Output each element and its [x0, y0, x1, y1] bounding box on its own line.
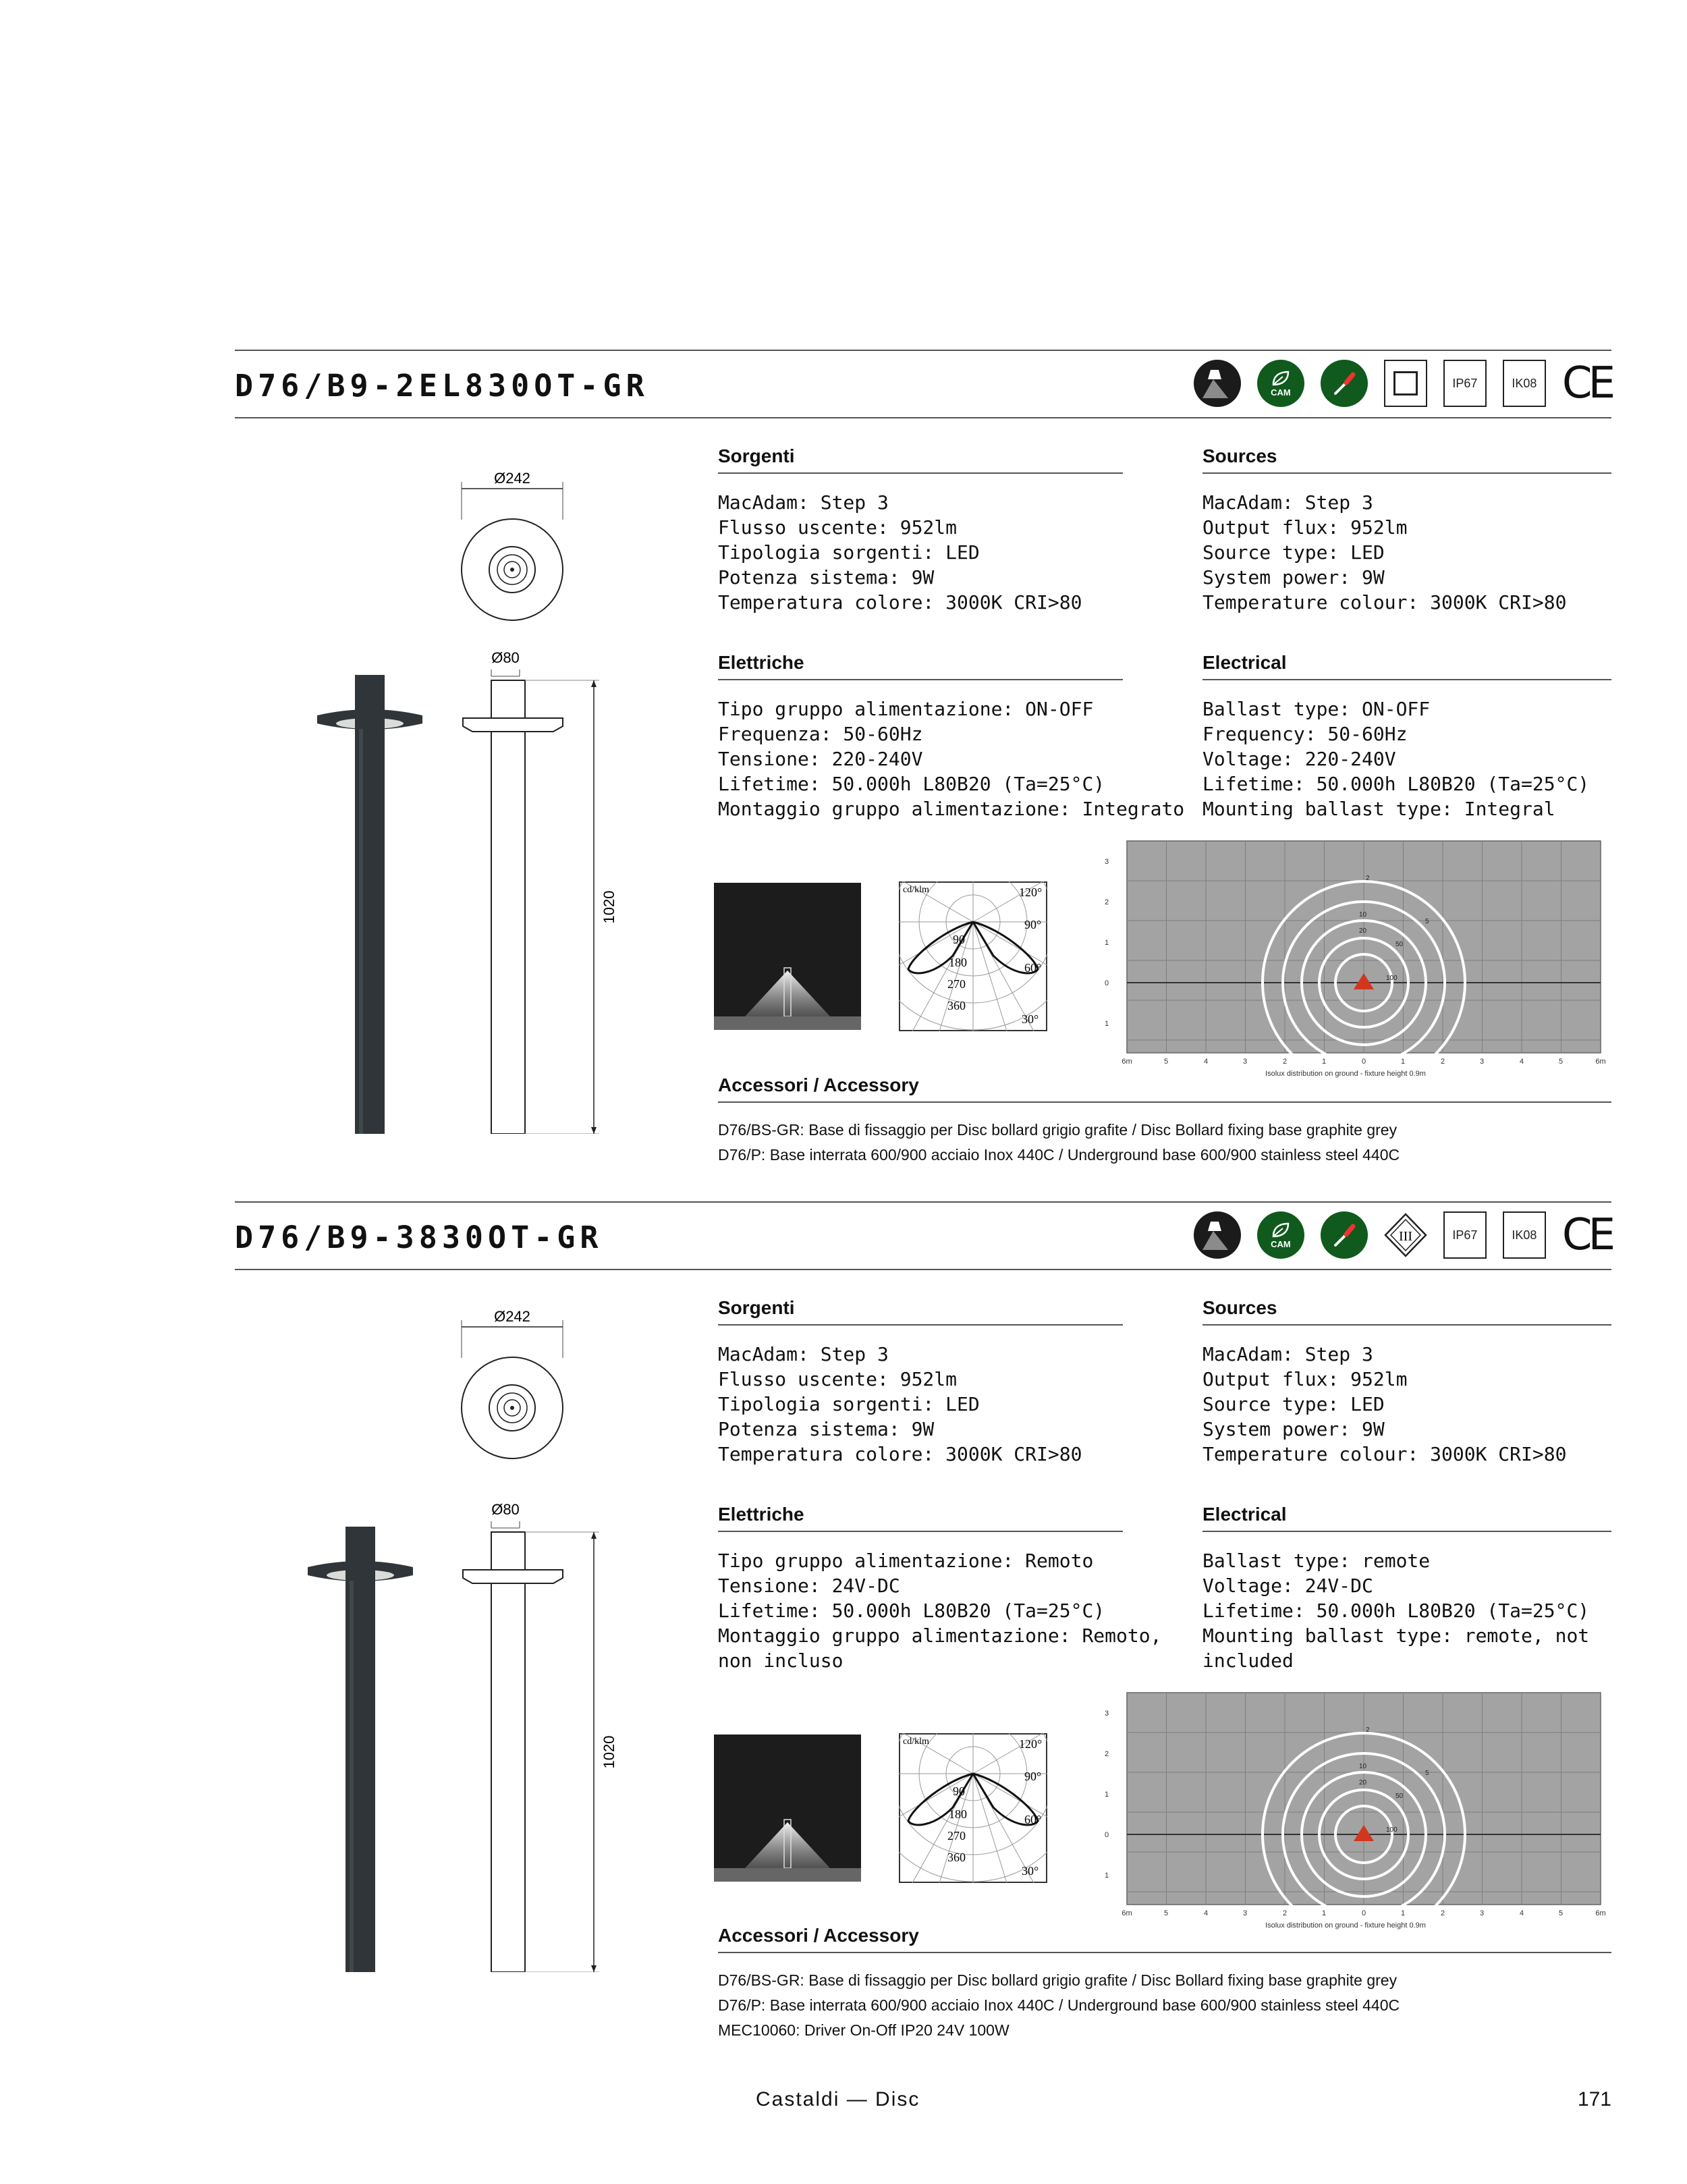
sources-heading: Sources — [1202, 445, 1611, 474]
y-tick: 3 — [1104, 1710, 1109, 1718]
spec-line: Temperatura colore: 3000K CRI>80 — [718, 591, 1082, 613]
spec-line: Lifetime: 50.000h L80B20 (Ta=25°C) — [1202, 1600, 1590, 1622]
polar-unit: cd/klm — [903, 885, 929, 895]
spec-line: Flusso uscente: 952lm — [718, 516, 958, 539]
polar-value: 270 — [947, 1829, 966, 1842]
screwdriver-icon — [1321, 360, 1368, 407]
spec-line: Lifetime: 50.000h L80B20 (Ta=25°C) — [718, 773, 1105, 795]
spec-line: Output flux: 952lm — [1202, 516, 1408, 539]
ip67-badge: IP67 — [1443, 360, 1487, 407]
spec-line: Flusso uscente: 952lm — [718, 1368, 958, 1390]
cam-leaf-icon — [1257, 360, 1304, 407]
lamp-beam-icon — [1194, 360, 1241, 407]
isolux-contour: 10 — [1359, 911, 1367, 919]
x-tick: 5 — [1558, 1909, 1564, 1917]
isolux-caption: Isolux distribution on ground - fixture height 0.9m — [1265, 1070, 1426, 1078]
isolux-contour: 50 — [1395, 941, 1404, 948]
ce-mark: CE — [1561, 358, 1611, 408]
x-tick: 4 — [1203, 1909, 1209, 1917]
beam-photo — [714, 883, 861, 1030]
x-tick: 6m — [1595, 1058, 1606, 1066]
isolux-contour: 100 — [1386, 975, 1398, 982]
screwdriver-icon — [1321, 1211, 1368, 1259]
ce-mark: CE — [1561, 1210, 1611, 1260]
spec-line: System power: 9W — [1202, 1418, 1385, 1440]
isolux-contour: 20 — [1359, 927, 1367, 935]
spec-line: Ballast type: remote — [1202, 1550, 1431, 1572]
y-tick: 1 — [1104, 939, 1109, 947]
polar-angle: 60° — [1024, 1813, 1042, 1826]
accessories-section — [718, 1074, 1611, 1168]
polar-value: 270 — [947, 977, 966, 991]
class-ii-icon — [1384, 360, 1427, 407]
technical-drawing — [297, 1297, 648, 1972]
cert-icons — [1194, 360, 1611, 407]
spec-line: MacAdam: Step 3 — [718, 1343, 889, 1365]
y-tick: 1 — [1104, 1791, 1109, 1799]
accessory-line: D76/P: Base interrata 600/900 acciaio Inox 440C / Underground base 600/900 stainless steel 440C — [718, 1996, 1400, 2014]
polar-angle: 30° — [1022, 1864, 1039, 1878]
spec-line: non incluso — [718, 1649, 844, 1672]
polar-value: 360 — [947, 1851, 966, 1864]
isolux-contour: 2 — [1366, 875, 1370, 882]
x-tick: 1 — [1400, 1909, 1406, 1917]
polar-angle: 90° — [1024, 1770, 1042, 1783]
accessory-line: MEC10060: Driver On-Off IP20 24V 100W — [718, 2021, 1010, 2039]
x-tick: 1 — [1321, 1909, 1327, 1917]
x-tick: 4 — [1519, 1058, 1524, 1066]
top-diameter-label: Ø242 — [494, 470, 530, 487]
spec-line: Montaggio gruppo alimentazione: Integrato — [718, 798, 1185, 820]
sorgenti-heading: Sorgenti — [718, 1297, 1123, 1326]
spec-line: MacAdam: Step 3 — [718, 491, 889, 514]
isolux-contour: 5 — [1425, 1770, 1429, 1777]
spec-line: Ballast type: ON-OFF — [1202, 698, 1431, 720]
cert-icons — [1194, 1211, 1611, 1259]
electrical-heading: Electrical — [1202, 652, 1611, 680]
page-number: 171 — [1577, 2088, 1611, 2110]
x-tick: 5 — [1163, 1058, 1169, 1066]
lamp-beam-icon — [1194, 1211, 1241, 1259]
spec-line: Temperature colour: 3000K CRI>80 — [1202, 1443, 1567, 1465]
top-rule — [235, 350, 1611, 351]
x-tick: 3 — [1242, 1909, 1248, 1917]
isolux-caption: Isolux distribution on ground - fixture height 0.9m — [1265, 1921, 1426, 1930]
sorgenti-heading: Sorgenti — [718, 445, 1123, 474]
spec-line: Potenza sistema: 9W — [718, 566, 935, 589]
x-tick: 1 — [1400, 1058, 1406, 1066]
sorgenti-section — [718, 1297, 1123, 1467]
elettriche-section — [718, 652, 1185, 821]
polar-angle: 30° — [1022, 1012, 1039, 1026]
electrical-section — [1202, 652, 1611, 821]
polar-value: 90 — [953, 933, 965, 946]
shaft-diameter-label: Ø80 — [491, 1501, 520, 1518]
spec-line: Frequency: 50-60Hz — [1202, 723, 1408, 745]
y-tick: 2 — [1104, 898, 1109, 906]
ik08-badge: IK08 — [1503, 360, 1546, 407]
accessories-section — [718, 1925, 1611, 2043]
ik08-badge: IK08 — [1503, 1211, 1546, 1259]
y-tick: 0 — [1104, 1831, 1109, 1839]
spec-line: System power: 9W — [1202, 566, 1385, 589]
beam-photo — [714, 1735, 861, 1882]
title-rule — [235, 1269, 1611, 1270]
spec-line: Tipologia sorgenti: LED — [718, 541, 980, 564]
spec-line: Lifetime: 50.000h L80B20 (Ta=25°C) — [1202, 773, 1590, 795]
x-tick: 5 — [1163, 1909, 1169, 1917]
y-tick: 1 — [1104, 1872, 1109, 1880]
spec-line: MacAdam: Step 3 — [1202, 1343, 1373, 1365]
electrical-section — [1202, 1504, 1611, 1673]
electrical-heading: Electrical — [1202, 1504, 1611, 1532]
polar-value: 90 — [953, 1784, 965, 1798]
spec-line: Mounting ballast type: Integral — [1202, 798, 1555, 820]
spec-line: Tensione: 24V-DC — [718, 1575, 900, 1597]
x-tick: 6m — [1595, 1909, 1606, 1917]
spec-line: Tipologia sorgenti: LED — [718, 1393, 980, 1415]
elettriche-heading: Elettriche — [718, 1504, 1123, 1532]
accessories-heading: Accessori / Accessory — [718, 1074, 1611, 1103]
x-tick: 0 — [1361, 1909, 1366, 1917]
spec-line: Temperatura colore: 3000K CRI>80 — [718, 1443, 1082, 1465]
polar-value: 180 — [949, 1807, 967, 1821]
polar-diagram — [899, 881, 1047, 1031]
polar-angle: 60° — [1024, 961, 1042, 975]
x-tick: 0 — [1361, 1058, 1366, 1066]
cam-leaf-icon — [1257, 1211, 1304, 1259]
spec-line: Tensione: 220-240V — [718, 748, 923, 770]
ip67-badge: IP67 — [1443, 1211, 1487, 1259]
sorgenti-section — [718, 445, 1123, 615]
x-tick: 2 — [1440, 1909, 1445, 1917]
spec-line: Voltage: 220-240V — [1202, 748, 1396, 770]
x-tick: 3 — [1242, 1058, 1248, 1066]
elettriche-section — [718, 1504, 1162, 1673]
x-tick: 6m — [1122, 1058, 1132, 1066]
polar-unit: cd/klm — [903, 1737, 929, 1747]
isolux-contour: 50 — [1395, 1793, 1404, 1800]
x-tick: 4 — [1203, 1058, 1209, 1066]
sources-heading: Sources — [1202, 1297, 1611, 1326]
spec-line: Source type: LED — [1202, 1393, 1385, 1415]
spec-line: Output flux: 952lm — [1202, 1368, 1408, 1390]
x-tick: 1 — [1321, 1058, 1327, 1066]
height-label: 1020 — [601, 890, 617, 924]
top-rule — [235, 1201, 1611, 1203]
isolux-contour: 5 — [1425, 918, 1429, 925]
product-code: D76/B9-2EL830OT-GR — [235, 368, 649, 404]
x-tick: 2 — [1440, 1058, 1445, 1066]
footer-title: Castaldi — Disc — [756, 2088, 920, 2110]
spec-line: Potenza sistema: 9W — [718, 1418, 935, 1440]
y-tick: 0 — [1104, 979, 1109, 987]
isolux-contour: 10 — [1359, 1763, 1367, 1770]
spec-line: Temperature colour: 3000K CRI>80 — [1202, 591, 1567, 613]
accessories-heading: Accessori / Accessory — [718, 1925, 1611, 1953]
polar-angle: 120° — [1019, 885, 1043, 899]
isolux-contour: 100 — [1386, 1826, 1398, 1834]
x-tick: 2 — [1282, 1058, 1288, 1066]
spec-line: included — [1202, 1649, 1294, 1672]
height-label: 1020 — [601, 1735, 617, 1769]
y-tick: 1 — [1104, 1020, 1109, 1028]
x-tick: 5 — [1558, 1058, 1564, 1066]
accessory-line: D76/BS-GR: Base di fissaggio per Disc bollard grigio grafite / Disc Bollard fixing base graphite grey — [718, 1971, 1398, 1989]
spec-line: Frequenza: 50-60Hz — [718, 723, 923, 745]
spec-line: Tipo gruppo alimentazione: ON-OFF — [718, 698, 1094, 720]
x-tick: 3 — [1479, 1909, 1485, 1917]
isolux-diagram — [1089, 1689, 1629, 1932]
shaft-diameter-label: Ø80 — [491, 649, 520, 666]
x-tick: 3 — [1479, 1058, 1485, 1066]
class-iii-icon — [1384, 1211, 1427, 1259]
spec-line: Mounting ballast type: remote, not — [1202, 1625, 1590, 1647]
y-tick: 2 — [1104, 1750, 1109, 1758]
accessory-line: D76/P: Base interrata 600/900 acciaio Inox 440C / Underground base 600/900 stainless steel 440C — [718, 1146, 1400, 1164]
cam-label: CAM — [1271, 1238, 1291, 1249]
isolux-contour: 20 — [1359, 1779, 1367, 1786]
isolux-contour: 2 — [1366, 1726, 1370, 1734]
spec-line: Source type: LED — [1202, 541, 1385, 564]
top-diameter-label: Ø242 — [494, 1308, 530, 1325]
polar-angle: 120° — [1019, 1737, 1043, 1751]
class-iii-label: III — [1398, 1229, 1412, 1244]
polar-value: 180 — [949, 956, 967, 969]
polar-angle: 90° — [1024, 918, 1042, 931]
cam-label: CAM — [1271, 387, 1291, 398]
spec-line: Lifetime: 50.000h L80B20 (Ta=25°C) — [718, 1600, 1105, 1622]
elettriche-heading: Elettriche — [718, 652, 1123, 680]
isolux-diagram — [1089, 837, 1629, 1080]
product-code: D76/B9-3830OT-GR — [235, 1220, 603, 1255]
accessory-line: D76/BS-GR: Base di fissaggio per Disc bollard grigio grafite / Disc Bollard fixing base graphite grey — [718, 1121, 1398, 1139]
polar-diagram — [899, 1733, 1047, 1883]
title-rule — [235, 417, 1611, 418]
y-tick: 3 — [1104, 858, 1109, 866]
spec-line: Voltage: 24V-DC — [1202, 1575, 1373, 1597]
x-tick: 2 — [1282, 1909, 1288, 1917]
polar-value: 360 — [947, 999, 966, 1012]
sources-section — [1202, 445, 1611, 615]
x-tick: 6m — [1122, 1909, 1132, 1917]
sources-section — [1202, 1297, 1611, 1467]
spec-line: Montaggio gruppo alimentazione: Remoto, — [718, 1625, 1162, 1647]
spec-line: Tipo gruppo alimentazione: Remoto — [718, 1550, 1094, 1572]
x-tick: 4 — [1519, 1909, 1524, 1917]
technical-drawing — [297, 459, 648, 1134]
spec-line: MacAdam: Step 3 — [1202, 491, 1373, 514]
